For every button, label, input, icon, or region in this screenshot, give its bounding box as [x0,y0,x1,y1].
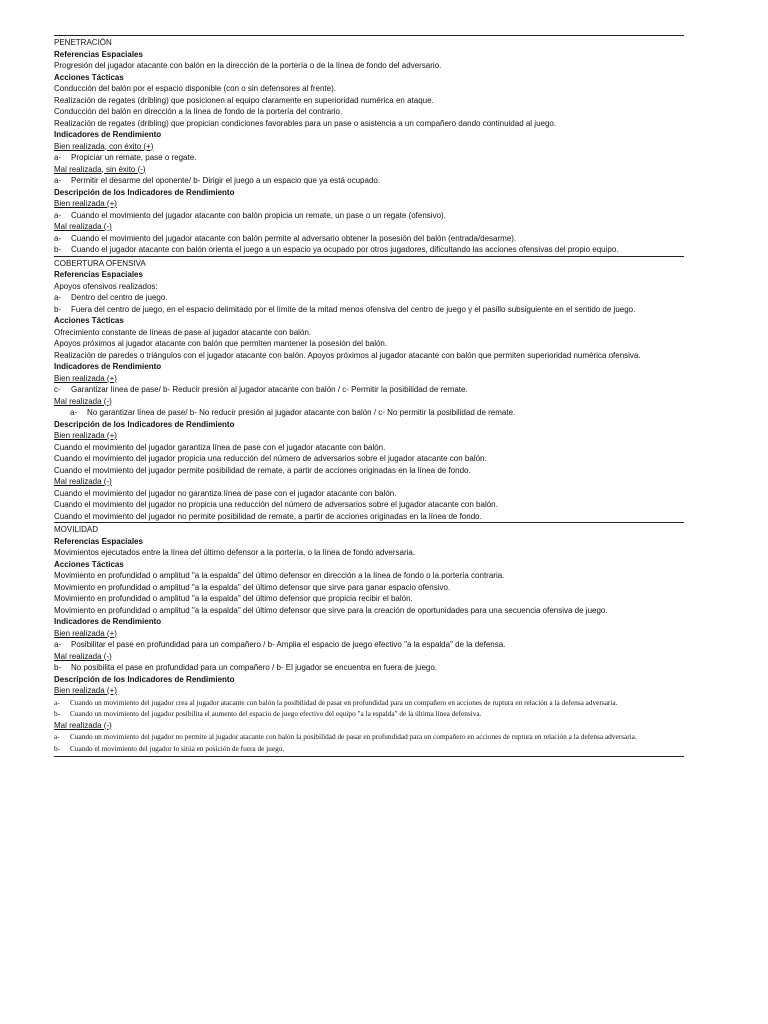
text-line: Conducción del balón por el espacio disponible (con o sin defensores al frente). [54,84,336,93]
indicator-label-text: Mal realizada (-) [54,477,112,486]
text-line: Movimiento en profundidad o amplitud "a la espalda" del último defensor que propicia recibir el balón. [54,594,413,603]
list-item [54,407,684,419]
list-marker: c- [54,385,61,394]
text-line: Realización de regates (dribling) que posicionen al equipo claramente en superioridad numérica en ataque. [54,95,434,105]
list-item [54,731,684,743]
list-item-text: Fuera del centro de juego, en el espacio delimitado por el límite de la mitad menos ofensiva del centro de juego y el pasillo subsiguiente en el sentido de juego. [71,304,636,314]
subheading: Indicadores de Rendimiento [54,130,162,139]
list-item [54,233,684,245]
list-marker: a- [54,732,60,741]
indicator-label-text: Bien realizada (+) [54,373,117,383]
indicator-label [54,373,684,385]
list-item [54,639,684,651]
indicator-label-text: Mal realizada (-) [54,396,112,406]
indicator-label [54,430,684,442]
section-title: COBERTURA OFENSIVA [54,258,146,268]
subheading: Acciones Tácticas [54,559,124,569]
text-line: Movimientos ejecutados entre la línea del último defensor a la portería, o la línea de fondo adversaria. [54,548,416,557]
subheading: Descripción de los Indicadores de Rendimiento [54,674,235,684]
list-marker: a- [54,176,62,185]
list-item [54,743,684,755]
list-item-text: No posibilita el pase en profundidad para un compañero / b- El jugador se encuentra en fuera de juego. [71,663,438,672]
document-page [54,35,684,757]
text-line: Conducción del balón en dirección a la línea de fondo de la portería del contrario. [54,107,343,116]
text-line: Cuando el movimiento del jugador no permite posibilidad de remate, a partir de acciones originadas en la línea de fondo. [54,511,482,521]
section [54,35,684,256]
list-item [54,697,684,709]
text-line: Progresión del jugador atacante con balón en la dirección de la portería o de la línea de fondo del adversario. [54,61,442,70]
subheading: Indicadores de Rendimiento [54,617,162,626]
text-line: Realización de regates (dribling) que propician condiciones favorables para un pase o asistencia a un compañero dando continuidad al juego. [54,118,557,128]
list-marker: a- [70,408,78,417]
list-item [54,662,684,674]
text-line: Cuando el movimiento del jugador propicia una reducción del número de adversarios sobre el jugador atacante con balón. [54,454,487,463]
subheading: Referencias Espaciales [54,49,143,59]
text-line: Movimiento en profundidad o amplitud "a la espalda" del último defensor que sirve para la creación de oportunidades para una secuencia ofensiva de juego. [54,605,608,615]
section-title: PENETRACIÓN [54,38,112,47]
list-item [54,210,684,222]
section [54,256,684,523]
indicator-label-text: Mal realizada, sin éxito (-) [54,164,146,174]
subheading: Descripción de los Indicadores de Rendimiento [54,419,235,429]
list-item [54,384,684,396]
text-line: Apoyos próximos al jugador atacante con balón que permiten mantener la posesión del balón. [54,339,388,348]
subheading: Descripción de los Indicadores de Rendimiento [54,187,235,197]
list-marker: a- [54,153,62,162]
text-line: Cuando el movimiento del jugador no propicia una reducción del número de adversarios sobre el jugador atacante con balón. [54,500,498,509]
indicator-label-text: Bien realizada, con éxito (+) [54,141,154,151]
subheading: Indicadores de Rendimiento [54,362,162,371]
list-item [54,175,684,187]
indicator-label-text: Bien realizada (+) [54,199,117,208]
subheading: Referencias Espaciales [54,536,143,546]
list-marker: a- [54,210,62,220]
list-item [54,152,684,164]
indicator-label-text: Bien realizada (+) [54,431,117,440]
indicator-label [54,651,684,663]
list-marker: a- [54,293,62,302]
indicator-label-text: Bien realizada (+) [54,686,117,695]
list-marker: a- [54,697,60,707]
list-item [54,304,684,316]
list-item-text: Cuando el movimiento del jugador atacante con balón permite al adversario obtener la posesión del balón (entrada/desarme). [71,233,517,243]
list-item-text: Cuando un movimiento del jugador crea al jugador atacante con balón la posibilidad de pasar en profundidad para un compañero en acciones de ruptura en relación a la defensa adversaria. [70,697,618,707]
list-item [54,292,684,304]
text-line: Movimiento en profundidad o amplitud "a la espalda" del último defensor que sirve para ganar espacio ofensivo. [54,582,451,592]
list-item [54,708,684,720]
indicator-label-text: Bien realizada (+) [54,628,117,638]
list-item-text: No garantizar línea de pase/ b- No reducir presión al jugador atacante con balón / c- No permitir la posibilidad de remate. [87,408,516,417]
indicator-label [54,476,684,488]
indicator-label [54,396,684,408]
list-item-text: Cuando un movimiento del jugador no permite al jugador atacante con balón la posibilidad de pasar en profundidad para un compañero en acciones de ruptura en relación a la defensa adversaria. [70,732,637,741]
subheading: Referencias Espaciales [54,270,143,279]
list-marker: a- [54,233,62,243]
indicator-label [54,685,684,697]
indicator-label [54,221,684,233]
list-item-text: Cuando un movimiento del jugador posibilita el aumento del espacio de juego efectivo del equipo "a la espalda" de la última línea defensiva. [70,709,482,718]
list-marker: b- [54,245,62,254]
section [54,522,684,757]
list-marker: b- [54,743,61,753]
list-item-text: Cuando el jugador atacante con balón orienta el juego a un espacio ya ocupado por otros jugadores, dificultando las acciones ofensivas del propio equipo. [71,245,619,254]
list-marker: b- [54,709,61,718]
list-item-text: Garantizar línea de pase/ b- Reducir presión al jugador atacante con balón / c- Permitir la posibilidad de remate. [71,385,468,394]
list-item-text: Dentro del centro de juego. [71,293,168,302]
subheading: Acciones Tácticas [54,316,124,325]
list-marker: a- [54,640,62,649]
text-line: Cuando el movimiento del jugador no garantiza línea de pase con el jugador atacante con balón. [54,488,397,498]
indicator-label [54,141,684,153]
list-item [54,244,684,256]
list-item-text: Cuando el movimiento del jugador lo sitúa en posición de fuera de juego. [70,743,285,753]
list-marker: b- [54,304,62,314]
list-item-text: Posibilitar el pase en profundidad para un compañero / b- Amplia el espacio de juego efectivo "a la espalda" de la defensa. [71,640,506,649]
indicator-label-text: Mal realizada (-) [54,720,112,730]
list-item-text: Permitir el desarme del oponente/ b- Dirigir el juego a un espacio que ya está ocupado. [71,176,381,185]
list-item-text: Cuando el movimiento del jugador atacante con balón propicia un remate, un pase o un regate (ofensivo). [71,210,446,220]
indicator-label-text: Mal realizada (-) [54,222,112,231]
text-line: Cuando el movimiento del jugador permite posibilidad de remate, a partir de acciones originadas en la línea de fondo. [54,465,471,475]
indicator-label [54,720,684,732]
indicator-label [54,198,684,210]
paragraph: Realización de paredes o triángulos con el jugador atacante con balón. Apoyos próximos al jugador atacante con balón que permiten superioridad numérica ofensiva. [54,350,641,360]
text-line: Movimiento en profundidad o amplitud "a la espalda" del último defensor en dirección a la línea de fondo o la portería contraria. [54,571,505,580]
text-line: Apoyos ofensivos realizados: [54,281,158,291]
indicator-label [54,628,684,640]
subheading: Acciones Tácticas [54,72,124,82]
text-line: Ofrecimiento constante de líneas de pase al jugador atacante con balón. [54,327,312,337]
list-item-text: Propiciar un remate, pase o regate. [71,153,197,162]
text-line: Cuando el movimiento del jugador garantiza línea de pase con el jugador atacante con balón. [54,442,386,452]
list-marker: b- [54,663,62,672]
indicator-label-text: Mal realizada (-) [54,651,112,661]
indicator-label [54,164,684,176]
section-title: MOVILIDAD [54,525,99,534]
